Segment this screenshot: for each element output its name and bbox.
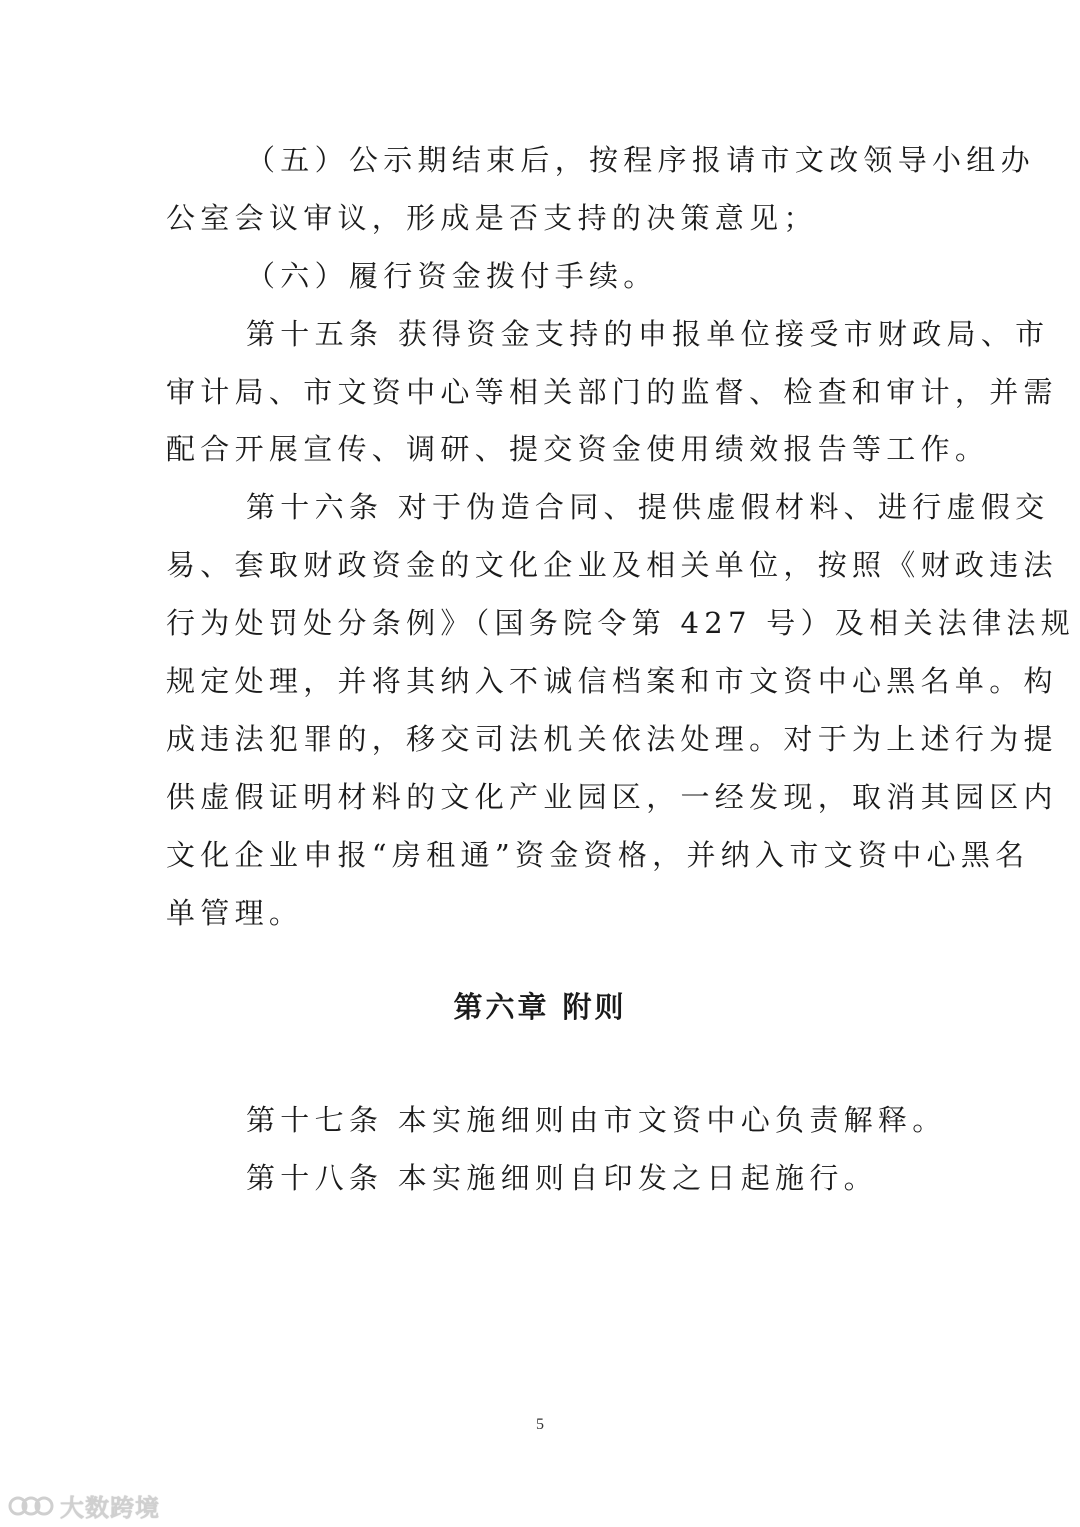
watermark: [8, 1488, 160, 1523]
article-17-line: 第十七条 本实施细则由市文资中心负责解释。: [246, 1103, 947, 1137]
paragraph-line: 公室会议审议，形成是否支持的决策意见；: [166, 200, 818, 235]
article-16-line: 供虚假证明材料的文化产业园区，一经发现，取消其园区内: [166, 779, 1058, 814]
article-16-line: 行为处罚处分条例》（国务院令第 427 号）及相关法律法规: [166, 606, 1075, 641]
article-18-line: 第十八条 本实施细则自印发之日起施行。: [246, 1160, 878, 1195]
article-15-line: 配合开展宣传、调研、提交资金使用绩效报告等工作。: [166, 432, 990, 467]
page-number: 5: [536, 1416, 544, 1433]
article-15-line: 第十五条 获得资金支持的申报单位接受市财政局、市: [246, 316, 1050, 351]
article-15-line: 审计局、市文资中心等相关部门的监督、检查和审计，并需: [166, 374, 1058, 409]
paragraph-line: （五）公示期结束后，按程序报请市文改领导小组办: [246, 143, 1035, 177]
body-text: [166, 132, 1075, 942]
article-16-line: 成违法犯罪的，移交司法机关依法处理。对于为上述行为提: [166, 721, 1058, 756]
article-16-line: 第十六条 对于伪造合同、提供虚假材料、进行虚假交: [246, 490, 1050, 525]
appendix-text: [166, 1092, 947, 1208]
article-16-line: 规定处理，并将其纳入不诚信档案和市文资中心黑名单。构: [166, 664, 1058, 699]
watermark-text: 大数跨境: [60, 1494, 160, 1522]
article-16-line: 单管理。: [166, 895, 304, 930]
article-16-line: 易、套取财政资金的文化企业及相关单位，按照《财政违法: [166, 548, 1058, 583]
brand-logo-icon: [8, 1493, 54, 1519]
article-16-line: 文化企业申报“房租通”资金资格，并纳入市文资中心黑名: [166, 837, 1030, 872]
chapter-heading: 第六章 附则: [453, 990, 627, 1024]
paragraph-line: （六）履行资金拨付手续。: [246, 258, 658, 293]
